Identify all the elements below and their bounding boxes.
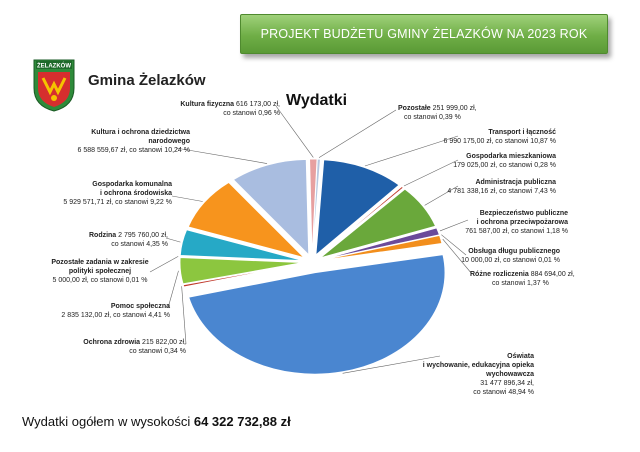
label-kultura-fizyczna: Kultura fizyczna 616 173,00 zł, co stanowi 0,96 %	[180, 101, 280, 117]
label-pomoc-spoleczna: Pomoc społeczna 2 835 132,00 zł, co stanowi 4,41 %	[61, 303, 170, 319]
label-obsluga-dlugu: Obsługa długu publicznego 10 000,00 zł, co stanowi 0,01 %	[461, 248, 560, 264]
label-gospodarka-komunalna: Gospodarka komunalna i ochrona środowiska 5 929 571,71 zł, co stanowi 9,22 %	[63, 181, 172, 206]
crest-text: ŻELAZKÓW	[37, 63, 71, 70]
label-rodzina: Rodzina 2 795 760,00 zł, co stanowi 4,35 %	[88, 232, 168, 248]
label-rozne-rozliczenia: Różne rozliczenia 884 694,00 zł, co stanowi 1,37 %	[470, 271, 575, 287]
label-ochrona-zdrowia: Ochrona zdrowia 215 822,00 zł, co stanowi 0,34 %	[83, 339, 186, 355]
leader-line-9	[182, 286, 186, 344]
leader-line-13	[172, 196, 203, 201]
leader-line-12	[166, 238, 180, 242]
chart-title: Wydatki	[286, 92, 348, 109]
leader-line-1	[319, 110, 396, 158]
municipality-name: Gmina Żelazków	[88, 72, 206, 89]
label-kultura-dziedzictwo: Kultura i ochrona dziedzictwa narodowego 6 588 559,67 zł, co stanowi 10,24 %	[77, 129, 190, 154]
label-transport: Transport i łączność 6 990 175,00 zł, co stanowi 10,87 %	[443, 129, 556, 145]
leader-line-15	[276, 106, 313, 157]
label-gospodarka-mieszkaniowa: Gospodarka mieszkaniowa 179 025,00 zł, co stanowi 0,28 %	[453, 153, 556, 169]
label-oswiata: Oświata i wychowanie, edukacyjna opieka wychowawcza 31 477 896,34 zł, co stanowi 48,94 %	[422, 353, 534, 396]
label-pozostale: Pozostałe 251 999,00 zł, co stanowi 0,39 %	[398, 105, 477, 121]
label-pozostale-zadania: Pozostałe zadania w zakresie polityki społecznej 5 000,00 zł, co stanowi 0,01 %	[51, 259, 149, 284]
banner-text: PROJEKT BUDŻETU GMINY ŻELAZKÓW NA 2023 ROK	[260, 27, 588, 41]
label-bezpieczenstwo: Bezpieczeństwo publiczne i ochrona przeciwpożarowa 761 587,00 zł, co stanowi 1,18 %	[465, 210, 568, 235]
label-administracja: Administracja publiczna 4 781 338,16 zł, co stanowi 7,43 %	[447, 179, 556, 195]
total-expenses: Wydatki ogółem w wysokości 64 322 732,88 zł	[22, 414, 291, 429]
